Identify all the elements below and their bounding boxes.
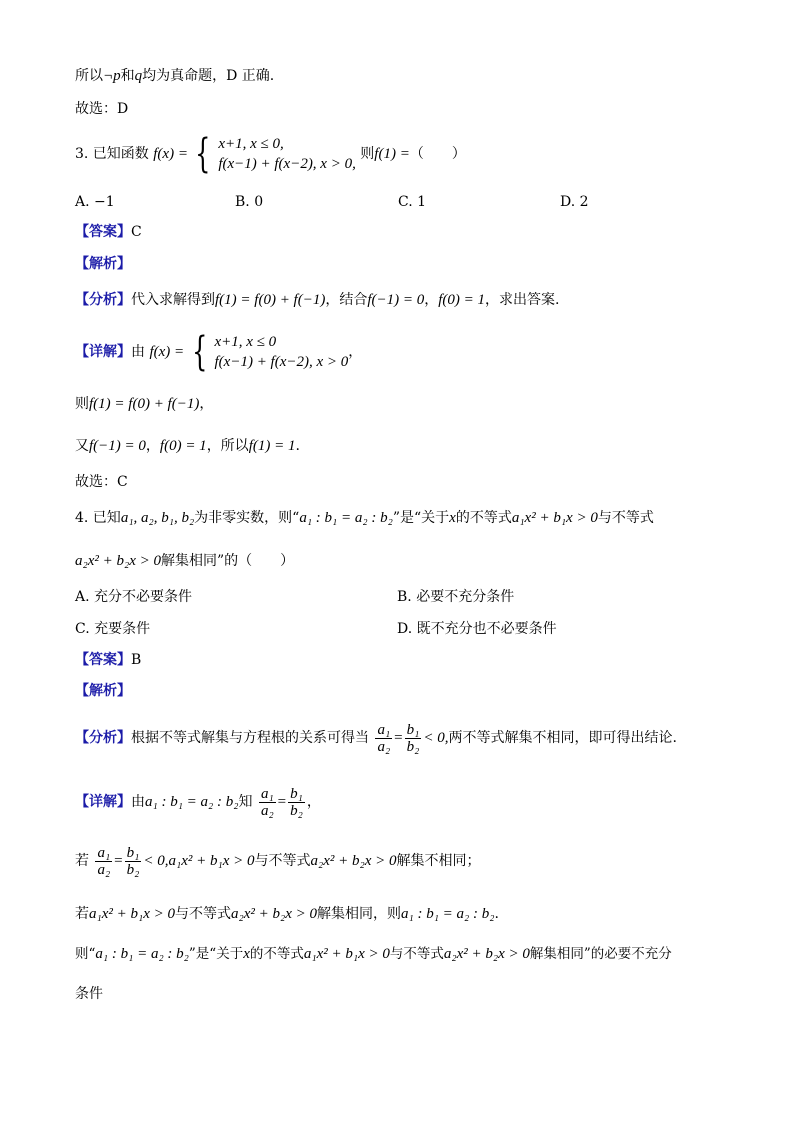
piecewise-cases (218, 134, 356, 174)
math: f(−1) = 0 (367, 292, 425, 308)
detail-line: 【详解】由a₁ : b₁ = a₂ : b₂知 $\frac{\text{a₁}}{\text{a₂}}$ = $\frac{\text{b₁}}{\text{b₂}}$ ， (75, 785, 321, 819)
text: 的不等式 (455, 510, 512, 526)
text: . (295, 438, 300, 454)
math: a₁ : b₁ = a₂ : b₂ (95, 946, 189, 962)
text: 与不等式 (254, 853, 311, 869)
text: 与不等式 (389, 946, 444, 962)
option-c: C. 1 (398, 194, 427, 210)
math: f(1) = f(0) + f(−1) (215, 292, 326, 308)
math: a₁, a₂, b₁, b₂ (120, 510, 195, 526)
numerator: b₁ (126, 844, 140, 861)
math: a₁x² + b₁x > 0 (511, 510, 598, 526)
math: a₁x² + b₁x > 0 (89, 906, 175, 922)
option-b: B. 必要不充分条件 (397, 589, 515, 605)
text: ，所以 (206, 438, 249, 454)
math: f(x) = (149, 344, 185, 360)
math: f(0) = 1 (438, 292, 486, 308)
case-1: x+1, x ≤ 0, (218, 136, 284, 152)
analysis-tag: 【分析】 (75, 292, 131, 308)
math: a₂x² + b₂x > 0 (231, 906, 317, 922)
math: f(x) = (153, 146, 188, 162)
math: a₂x² + b₂x > 0 (310, 853, 397, 869)
text: . (494, 906, 499, 922)
option-d: D. 2 (560, 194, 589, 210)
brace-icon: { (191, 329, 207, 375)
text: ， (424, 292, 439, 308)
fraction (95, 845, 112, 878)
text: 由 (131, 794, 145, 810)
analysis-heading (75, 681, 131, 701)
text: 则 (360, 146, 375, 162)
piecewise-cases (215, 332, 349, 372)
detail-line (75, 944, 672, 964)
text: 与不等式 (175, 906, 231, 922)
math: f(1) = f(0) + f(−1) (89, 396, 200, 412)
text: 故选：C (75, 474, 128, 490)
analysis-tag: 【解析】 (75, 256, 131, 272)
math: < 0, (143, 853, 169, 869)
detail-line (75, 330, 362, 374)
math: x (449, 510, 456, 526)
text: 知 (238, 794, 253, 810)
detail-line (75, 904, 499, 924)
answer-tag: 【答案】 (75, 652, 131, 668)
text: 的不等式 (249, 946, 304, 962)
text: ”是“关于 (392, 510, 450, 526)
math: a₂x² + b₂x > 0 (443, 946, 530, 962)
text: 解集相同，则 (317, 906, 401, 922)
detail-line (75, 984, 103, 1004)
math: f(1) = (374, 146, 410, 162)
text: （ ） (409, 146, 466, 162)
math: f(0) = 1 (159, 438, 207, 454)
text: 和 (120, 68, 135, 84)
text: ，结合 (325, 292, 368, 308)
answer-value: B (131, 652, 142, 668)
answer-value: C (131, 224, 142, 240)
text: 解集相同”的必要不充分 (529, 946, 672, 962)
fraction (259, 786, 276, 819)
math: a₁ : b₁ = a₂ : b₂ (145, 794, 239, 810)
question-number: 4. 已知 (75, 510, 121, 526)
denominator: a₂ (260, 802, 274, 819)
text-line (75, 66, 274, 86)
math: a₁ : b₁ = a₂ : b₂ (299, 510, 393, 526)
text: 为非零实数，则“ (194, 510, 300, 526)
detail-tag: 【详解】 (75, 344, 131, 360)
text: ”是“关于 (188, 946, 244, 962)
math: a₁x² + b₁x > 0 (303, 946, 390, 962)
answer-line (75, 222, 142, 242)
fraction (125, 845, 142, 878)
text: ，求出答案. (485, 292, 560, 308)
analysis-heading (75, 254, 131, 274)
question-number: 3. 已知函数 (75, 146, 149, 162)
denominator: b₂ (126, 861, 140, 878)
option-a: A. 充分不必要条件 (75, 589, 193, 605)
math: f(−1) = 0 (89, 438, 146, 454)
denominator: b₂ (406, 738, 420, 755)
question-3 (75, 132, 466, 176)
numerator: a₁ (260, 785, 274, 802)
text: ， (306, 794, 321, 810)
text: 故选：D (75, 101, 129, 117)
fraction (375, 722, 392, 755)
math: x (243, 946, 250, 962)
question-4 (75, 508, 654, 528)
text: ， (199, 396, 214, 412)
math: < 0, (423, 730, 449, 746)
math: a₁ : b₁ = a₂ : b₂ (401, 906, 495, 922)
answer-tag: 【答案】 (75, 224, 131, 240)
text: 解集相同”的（ ） (161, 553, 295, 569)
analysis-line (75, 290, 559, 310)
text: 所以 (75, 68, 103, 84)
text: 由 (131, 344, 145, 360)
denominator: a₂ (377, 738, 391, 755)
option-a: A. −1 (75, 194, 115, 210)
answer-selection (75, 99, 128, 119)
text: ， (145, 438, 160, 454)
numerator: b₁ (290, 785, 303, 802)
numerator: a₁ (377, 721, 391, 738)
text: 条件 (75, 986, 103, 1002)
text: 又 (75, 438, 89, 454)
case-2: f(x−1) + f(x−2), x > 0, (218, 156, 356, 172)
text: 均为真命题，D 正确. (142, 68, 275, 84)
case-2: f(x−1) + f(x−2), x > 0 (214, 354, 349, 370)
fraction (405, 722, 422, 755)
analysis-line: 【分析】根据不等式解集与方程根的关系可得当 $\frac{\text{a₁}}{\text{a₂}}$ = $\frac{\text{b₁}}{\text{b₂}}$ < 0,两不等式解集不相同，即可得出结论. (75, 721, 677, 755)
option-b: B. 0 (235, 194, 264, 210)
math: q (134, 68, 143, 84)
analysis-tag: 【分析】 (75, 730, 131, 746)
text: 根据不等式解集与方程根的关系可得当 (131, 730, 369, 746)
math: ¬p (103, 68, 121, 84)
detail-line (75, 436, 300, 456)
text: 若 (75, 853, 89, 869)
option-d: D. 既不充分也不必要条件 (397, 621, 557, 637)
math: a₁x² + b₁x > 0 (168, 853, 255, 869)
math: a₂x² + b₂x > 0 (75, 553, 161, 569)
text: 则 (75, 396, 89, 412)
answer-selection (75, 472, 128, 492)
text: 代入求解得到 (131, 292, 215, 308)
case-1: x+1, x ≤ 0 (214, 334, 277, 350)
text: 与不等式 (597, 510, 654, 526)
text: 解集不相同； (396, 853, 481, 869)
text: 则“ (75, 946, 96, 962)
numerator: a₁ (97, 844, 111, 861)
text: ， (348, 344, 363, 360)
detail-tag: 【详解】 (75, 794, 131, 810)
detail-line: 若 $\frac{\text{a₁}}{\text{a₂}}$ = $\frac{\text{b₁}}{\text{b₂}}$ < 0,a₁x² + b₁x > 0与不等式a₂x² + b₂x > 0解集不相同； (75, 844, 481, 878)
text: 两不等式解集不相同，即可得出结论. (448, 730, 677, 746)
math: f(1) = 1 (248, 438, 296, 454)
analysis-tag: 【解析】 (75, 683, 131, 699)
denominator: a₂ (97, 861, 111, 878)
brace-icon: { (195, 131, 211, 177)
question-4-cont (75, 551, 294, 571)
numerator: b₁ (406, 721, 420, 738)
option-c: C. 充要条件 (75, 621, 151, 637)
fraction (288, 786, 305, 819)
answer-line (75, 650, 141, 670)
denominator: b₂ (290, 802, 303, 819)
detail-line (75, 394, 213, 414)
text: 若 (75, 906, 89, 922)
